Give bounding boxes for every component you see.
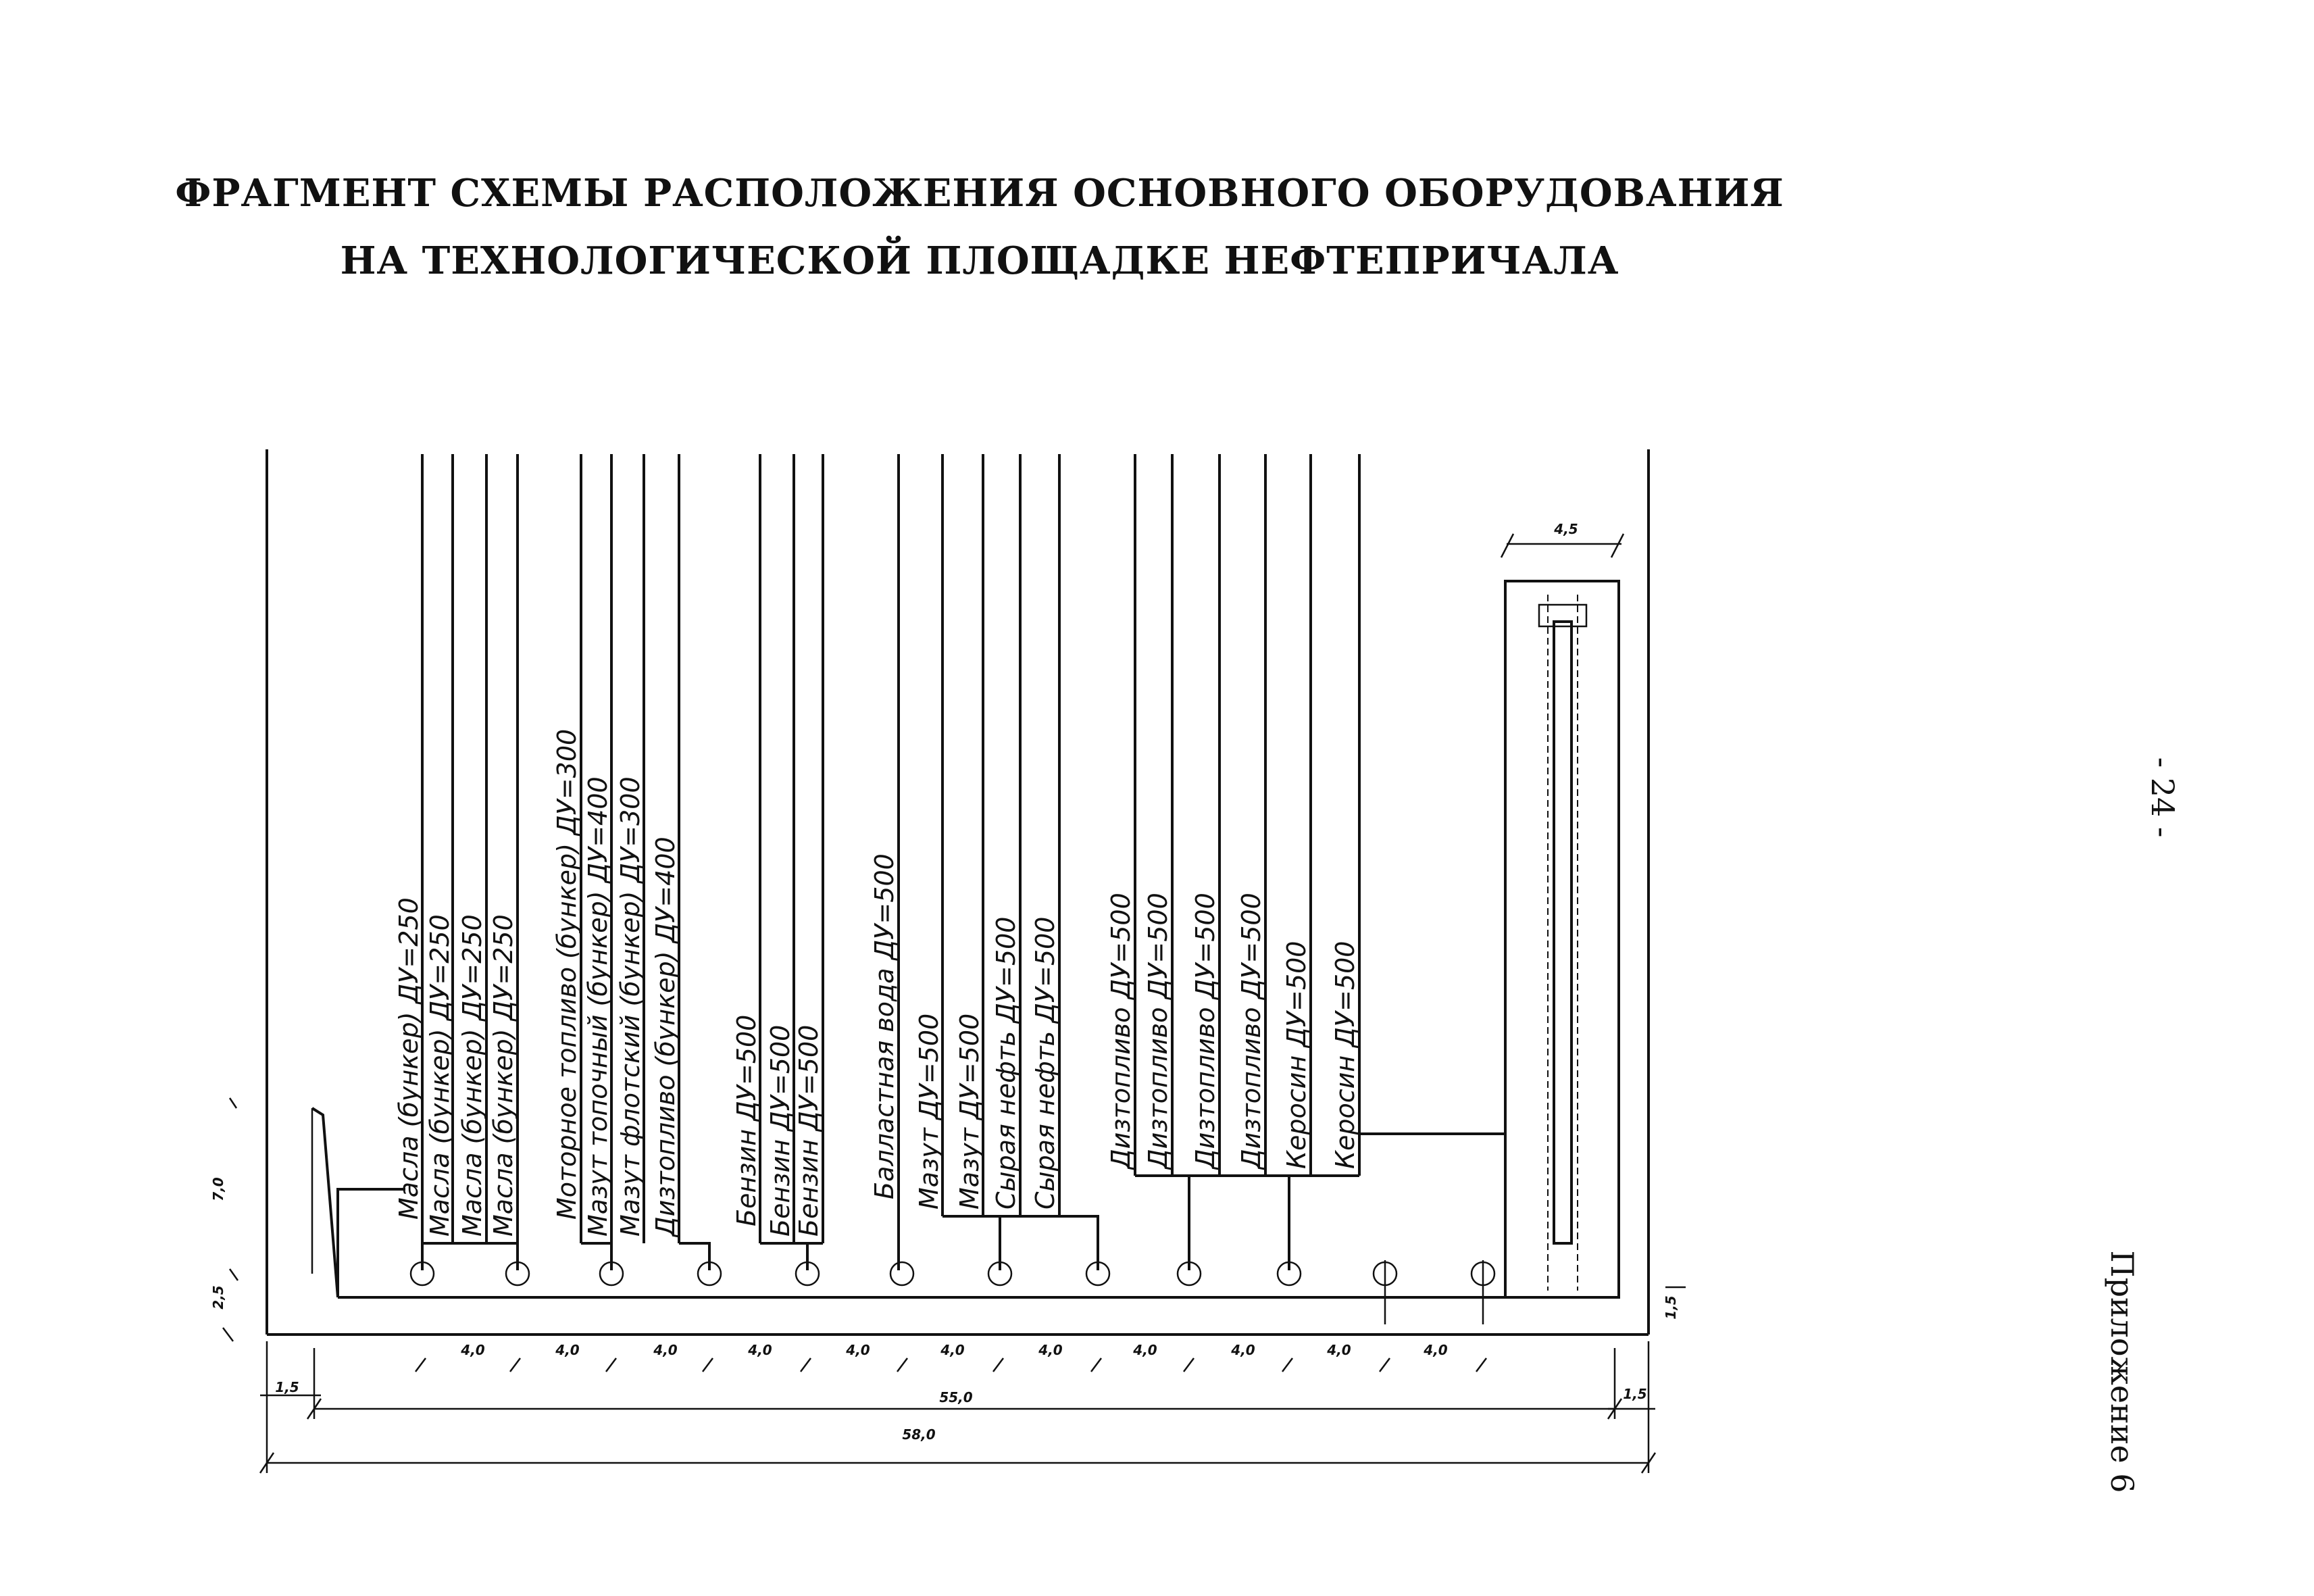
pipeline-label: Дизтопливо ДУ=500 — [1143, 893, 1173, 1169]
valves — [411, 1260, 1494, 1324]
pipeline-label: Масла (бункер) ДУ=250 — [488, 914, 518, 1237]
spacing-label: 4,0 — [555, 1342, 580, 1358]
loading-arm-head — [1539, 605, 1586, 626]
pipeline-label: Керосин ДУ=500 — [1282, 941, 1311, 1169]
pipeline-label: Сырая нефть ДУ=500 — [991, 916, 1021, 1210]
total-outer-label: 58,0 — [902, 1426, 936, 1443]
spacing-label: 4,0 — [1038, 1342, 1063, 1358]
pipeline-label: Дизтопливо ДУ=500 — [1190, 893, 1220, 1169]
right-edge-offset-bottom: 1,5 — [1623, 1386, 1647, 1402]
valve-icon — [890, 1262, 913, 1285]
crane-width-label: 4,5 — [1554, 521, 1578, 537]
pipeline-label: Керосин ДУ=500 — [1330, 941, 1360, 1169]
pipeline-label: Сырая нефть ДУ=500 — [1030, 916, 1060, 1210]
pipeline-label: Мазут ДУ=500 — [914, 1013, 944, 1210]
pipeline-label: Бензин ДУ=500 — [794, 1024, 824, 1237]
pipeline-label: Балластная вода ДУ=500 — [870, 853, 899, 1199]
left-height-lower: 2,5 — [210, 1285, 226, 1310]
spacing-label: 4,0 — [461, 1342, 485, 1358]
crude-manifold — [1059, 1216, 1098, 1270]
left-edge-offset: 1,5 — [275, 1379, 299, 1395]
left-height-upper: 7,0 — [210, 1177, 226, 1201]
crane-width-tick-right — [1611, 534, 1624, 557]
pipeline-label: Масла (бункер) ДУ=250 — [394, 897, 424, 1220]
loading-arm-frame — [1505, 581, 1619, 1297]
spacing-label: 4,0 — [1327, 1342, 1351, 1358]
pipeline-label: Мазут ДУ=500 — [955, 1013, 984, 1210]
pipeline-label: Бензин ДУ=500 — [732, 1014, 761, 1226]
pipeline-label: Дизтопливо (бункер) ДУ=400 — [651, 837, 680, 1237]
pipeline-label: Масла (бункер) ДУ=250 — [425, 914, 455, 1237]
loading-arm-boom — [1554, 622, 1571, 1243]
pipeline-label: Дизтопливо ДУ=500 — [1106, 893, 1136, 1169]
spacing-label: 4,0 — [940, 1342, 965, 1358]
spacing-label: 4,0 — [1424, 1342, 1448, 1358]
diagram-title-line1: ФРАГМЕНТ СХЕМЫ РАСПОЛОЖЕНИЯ ОСНОВНОГО ОБОРУДОВАНИЯ — [175, 171, 1784, 216]
kerosene-to-arm-line — [1359, 973, 1505, 1134]
pipeline-label: Моторное топливо (бункер) ДУ=300 — [552, 728, 582, 1220]
pipeline-label: Дизтопливо ДУ=500 — [1236, 893, 1266, 1169]
spacing-label: 4,0 — [1133, 1342, 1157, 1358]
diagram-title-line2: НА ТЕХНОЛОГИЧЕСКОЙ ПЛОЩАДКЕ НЕФТЕПРИЧАЛА — [340, 239, 1619, 283]
pipeline-label: Бензин ДУ=500 — [765, 1024, 795, 1237]
crane-width-tick-left — [1501, 534, 1513, 557]
total-inner-label: 55,0 — [939, 1389, 973, 1405]
pipeline-labels — [394, 729, 1360, 1238]
bunker-manifold-b — [679, 1243, 709, 1270]
right-edge-offset: 1,5 — [1663, 1295, 1679, 1320]
pipeline-label: Мазут топочный (бункер) ДУ=400 — [583, 776, 613, 1237]
spacing-label: 4,0 — [1231, 1342, 1255, 1358]
pipeline-label: Масла (бункер) ДУ=250 — [457, 914, 487, 1237]
spacing-label: 4,0 — [653, 1342, 678, 1358]
bottom-dimensions — [260, 1341, 1655, 1473]
page-number: - 24 - — [2144, 757, 2181, 838]
pipeline-label: Мазут флотский (бункер) ДУ=300 — [615, 776, 645, 1237]
spacing-label: 4,0 — [846, 1342, 870, 1358]
appendix-label: Приложение 6 — [2104, 1250, 2140, 1493]
left-hose — [312, 1108, 338, 1297]
spacing-label: 4,0 — [748, 1342, 772, 1358]
